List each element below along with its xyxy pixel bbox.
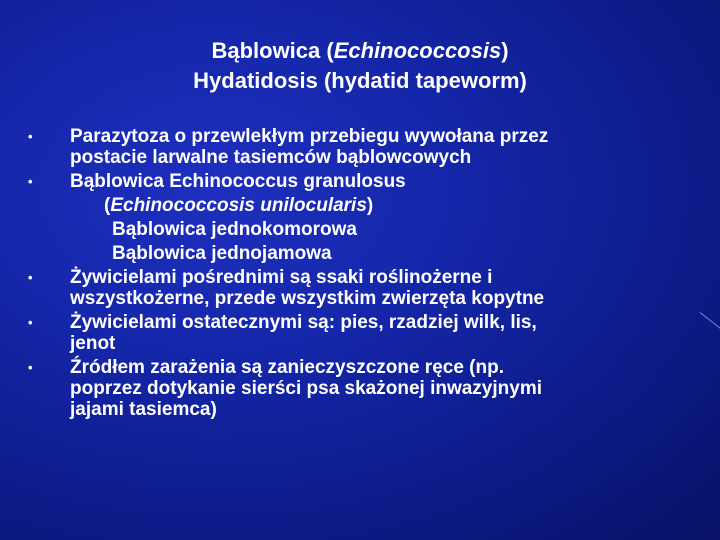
bullet-dot-icon: • [28, 270, 33, 285]
sub-item: Bąblowica jednokomorowa [112, 219, 357, 240]
bullet-item: • Żywicielami ostatecznymi są: pies, rzadziej wilk, lis, jenot [28, 312, 537, 354]
decorative-line [700, 312, 720, 331]
sub-item: (Echinococcosis unilocularis) [104, 195, 374, 216]
bullet-list [28, 126, 698, 423]
bullet-dot-icon: • [28, 315, 33, 330]
bullet-dot-icon: • [28, 360, 33, 375]
title-latin-name: Echinococcosis [333, 38, 502, 63]
slide-title [0, 36, 720, 96]
bullet-dot-icon: • [28, 129, 33, 144]
title-line-1: Bąblowica (Echinococcosis) [211, 38, 509, 63]
latin-name: Echinococcosis unilocularis [110, 195, 367, 216]
bullet-dot-icon: • [28, 174, 33, 189]
bullet-item: • Żywicielami pośrednimi są ssaki roślinożerne i wszystkożerne, przede wszystkim zwierzęta kopytne [28, 267, 545, 309]
sub-item: Bąblowica jednojamowa [112, 243, 332, 264]
bullet-item: • Parazytoza o przewlekłym przebiegu wywołana przez postacie larwalne tasiemców bąblowcowych [28, 126, 549, 168]
title-line-2: Hydatidosis (hydatid tapeworm) [193, 68, 527, 93]
bullet-item: • Bąblowica Echinococcus granulosus [28, 171, 406, 192]
bullet-item: • Źródłem zarażenia są zanieczyszczone ręce (np. poprzez dotykanie sierści psa skażonej inwazyjnymi jajami tasiemca) [28, 357, 543, 420]
